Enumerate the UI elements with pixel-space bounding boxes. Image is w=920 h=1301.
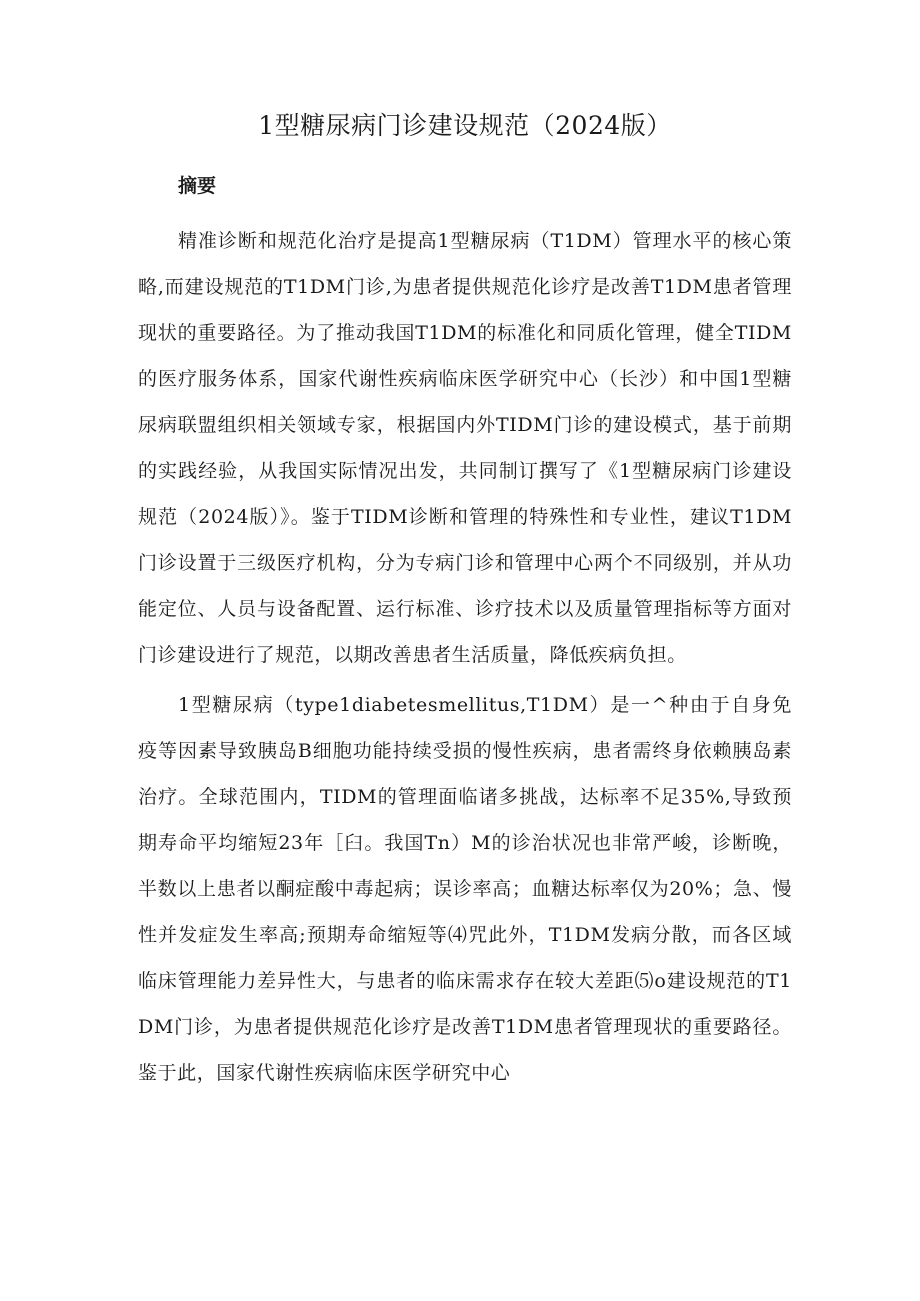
body-paragraph: 1型糖尿病（type1diabetesmellitus,T1DM）是一^种由于自身免疫等因素导致胰岛B细胞功能持续受损的慢性疾病，患者需终身依赖胰岛素治疗。全球范围内，TIDM的管理面临诸多挑战，达标率不足35%,导致预期寿命平均缩短23年［臼。我国Tn）M的诊治状况也非常严峻，诊断晚，半数以上患者以酮症酸中毒起病；误诊率高；血糖达标率仅为20%；急、慢性并发症发生率高;预期寿命缩短等⑷咒此外，T1DM发病分散，而各区域临床管理能力差异性大，与患者的临床需求存在较大差距⑸o建设规范的T1DM门诊，为患者提供规范化诊疗是改善T1DM患者管理现状的重要路径。鉴于此，国家代谢性疾病临床医学研究中心 (138, 694, 792, 1084)
document-title: 1型糖尿病门诊建设规范（2024版） (258, 111, 672, 140)
abstract-paragraph: 精准诊断和规范化治疗是提高1型糖尿病（T1DM）管理水平的核心策略,而建设规范的T1DM门诊,为患者提供规范化诊疗是改善T1DM患者管理现状的重要路径。为了推动我国T1DM的标准化和同质化管理，健全TIDM的医疗服务体系，国家代谢性疾病临床医学研究中心（长沙）和中国1型糖尿病联盟组织相关领域专家，根据国内外TIDM门诊的建设模式，基于前期的实践经验，从我国实际情况出发，共同制订撰写了《1型糖尿病门诊建设规范（2024版）》。鉴于TIDM诊断和管理的特殊性和专业性，建议T1DM门诊设置于三级医疗机构，分为专病门诊和管理中心两个不同级别，并从功能定位、人员与设备配置、运行标准、诊疗技术以及质量管理指标等方面对门诊建设进行了规范，以期改善患者生活质量，降低疾病负担。 (138, 230, 792, 666)
abstract-heading: 摘要 (178, 175, 217, 197)
